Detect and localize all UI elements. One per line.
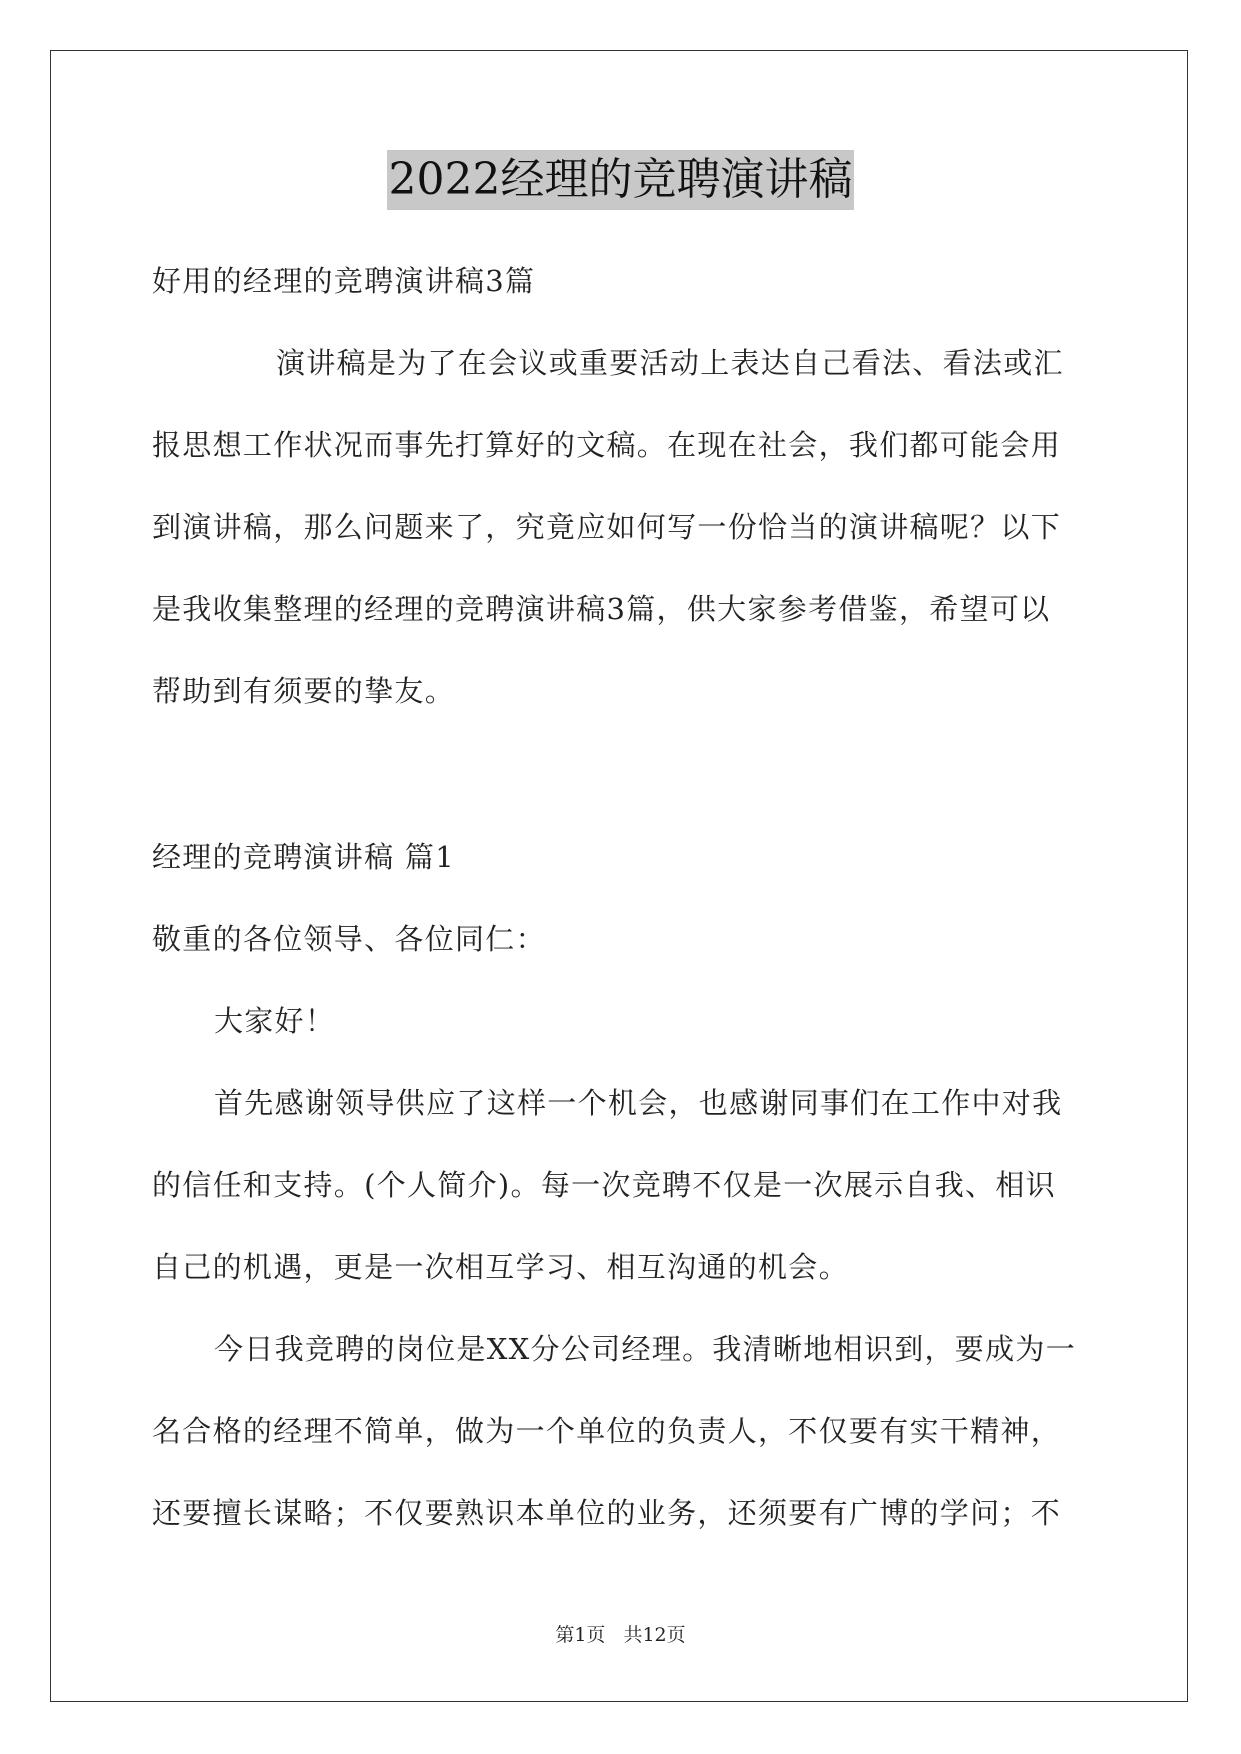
paragraph-line: 是我收集整理的经理的竞聘演讲稿3篇，供大家参考借鉴，希望可以: [152, 592, 1051, 626]
paragraph-line: 演讲稿是为了在会议或重要活动上表达自己看法、看法或汇: [276, 346, 1064, 380]
greeting-line: 大家好！: [214, 1004, 336, 1038]
paragraph-line: 今日我竞聘的岗位是XX分公司经理。我清晰地相识到，要成为一: [214, 1332, 1076, 1366]
title-container: [0, 150, 1241, 210]
paragraph-line: 报思想工作状况而事先打算好的文稿。在现在社会，我们都可能会用: [152, 428, 1062, 462]
paragraph-line: 的信任和支持。(个人简介)。每一次竞聘不仅是一次展示自我、相识: [152, 1168, 1056, 1202]
paragraph-line: 帮助到有须要的挚友。: [152, 674, 456, 708]
paragraph-line: 首先感谢领导供应了这样一个机会，也感谢同事们在工作中对我: [214, 1086, 1063, 1120]
page-number-current: 第1页: [555, 1624, 606, 1646]
paragraph-line: 自己的机遇，更是一次相互学习、相互沟通的机会。: [152, 1250, 849, 1284]
paragraph-line: 名合格的经理不简单，做为一个单位的负责人，不仅要有实干精神，: [152, 1414, 1062, 1448]
section-heading: 经理的竞聘演讲稿 篇1: [152, 840, 455, 874]
page-footer: [0, 1620, 1241, 1647]
document-title: 2022经理的竞聘演讲稿: [387, 150, 855, 210]
paragraph-line: 到演讲稿，那么问题来了，究竟应如何写一份恰当的演讲稿呢？以下: [152, 510, 1062, 544]
subtitle-line: 好用的经理的竞聘演讲稿3篇: [152, 264, 536, 298]
salutation-line: 敬重的各位领导、各位同仁：: [152, 922, 546, 956]
page-number-total: 共12页: [623, 1624, 686, 1646]
paragraph-line: 还要擅长谋略；不仅要熟识本单位的业务，还须要有广博的学问；不: [152, 1496, 1062, 1530]
